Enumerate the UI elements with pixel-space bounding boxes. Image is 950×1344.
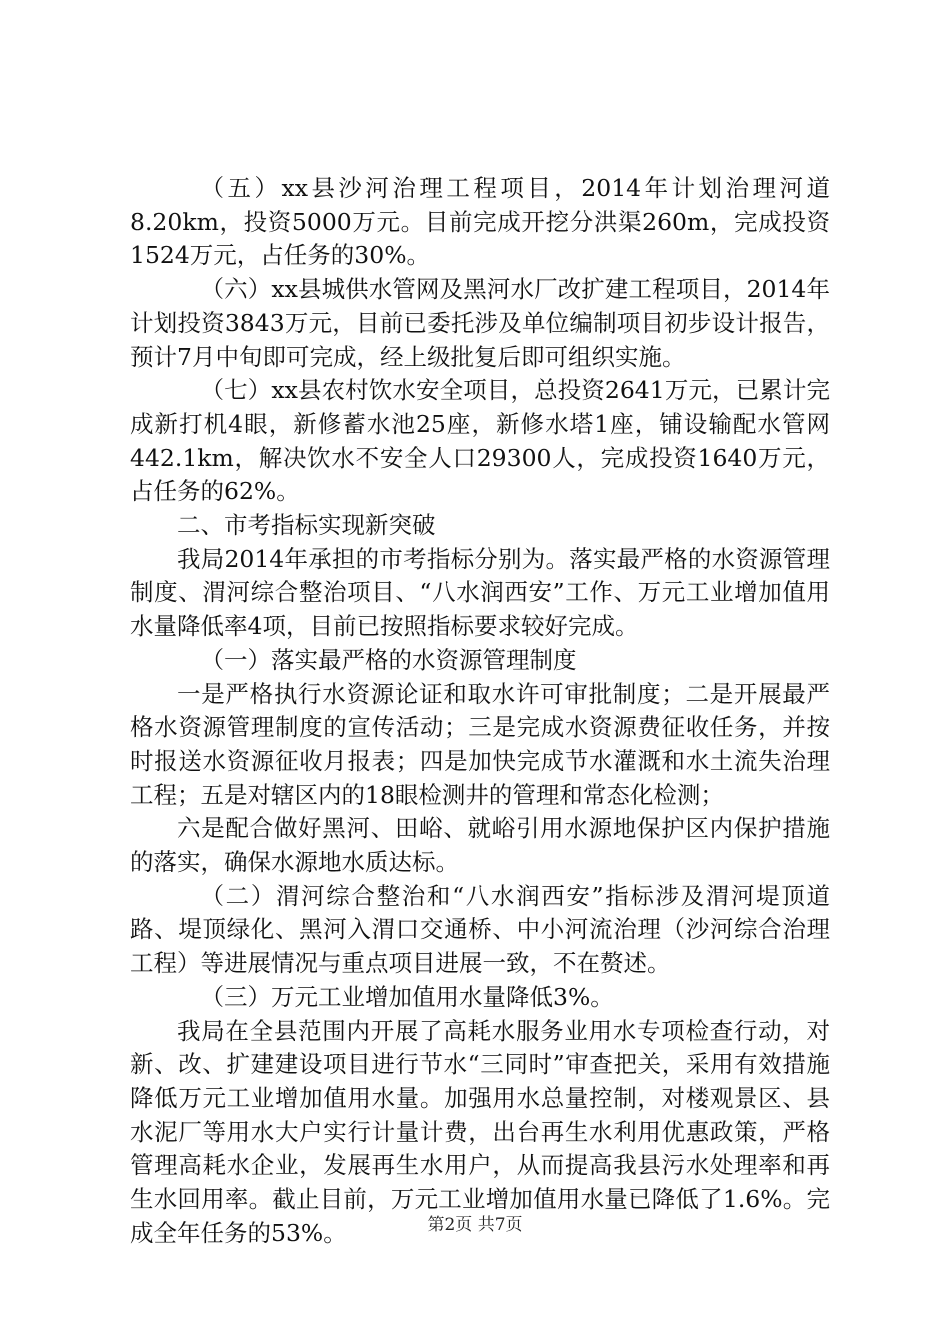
paragraph-project-6: （六）xx县城供水管网及黑河水厂改扩建工程项目，2014年计划投资3843万元，目前已委托涉及单位编制项目初步设计报告，预计7月中旬即可完成，经上级批复后即可组织实施。 [130,275,830,371]
paragraph-water-saving: 我局在全县范围内开展了高耗水服务业用水专项检查行动，对新、改、扩建建设项目进行节水“三同时”审查把关，采用有效措施降低万元工业增加值用水量。加强用水总量控制，对楼观景区、县水泥厂等用水大户实行计量计费，出台再生水利用优惠政策，严格管理高耗水企业，发展再生水用户，从而提高我县污水处理率和再生水回用率。截止目前，万元工业增加值用水量已降低了1.6%。完成全年任务的53%。 [130,1016,830,1247]
paragraph-city-indicators: 我局2014年承担的市考指标分别为。落实最严格的水资源管理制度、渭河综合整治项目、“八水润西安”工作、万元工业增加值用水量降低率4项，目前已按照指标要求较好完成。 [130,544,830,641]
section-heading-2: 二、市考指标实现新突破 [177,511,436,540]
subheading-2: （二）渭河综合整治和“八水润西安”指标涉及渭河堤顶道路、堤顶绿化、黑河入渭口交通桥、中小河流治理（沙河综合治理工程）等进展情况与重点项目进展一致，不在赘述。 [130,881,830,978]
page-footer: 第2页 共7页 [427,1215,523,1235]
paragraph-project-5: （五）xx县沙河治理工程项目，2014年计划治理河道8.20km，投资5000万元。目前完成开挖分洪渠260m，完成投资1524万元，占任务的30%。 [130,174,830,270]
document-body [130,172,830,1251]
paragraph-measures-1-5: 一是严格执行水资源论证和取水许可审批制度；二是开展最严格水资源管理制度的宣传活动；三是完成水资源费征收任务，并按时报送水资源征收月报表；四是加快完成节水灌溉和水土流失治理工程；五是对辖区内的18眼检测井的管理和常态化检测； [130,679,830,809]
paragraph-project-7: （七）xx县农村饮水安全项目，总投资2641万元，已累计完成新打机4眼，新修蓄水池25座，新修水塔1座，铺设输配水管网442.1km，解决饮水不安全人口29300人，完成投资1640万元，占任务的62%。 [130,376,830,506]
paragraph-measure-6: 六是配合做好黑河、田峪、就峪引用水源地保护区内保护措施的落实，确保水源地水质达标。 [130,814,830,877]
subheading-1: （一）落实最严格的水资源管理制度 [200,645,577,674]
subheading-3: （三）万元工业增加值用水量降低3%。 [200,982,614,1011]
